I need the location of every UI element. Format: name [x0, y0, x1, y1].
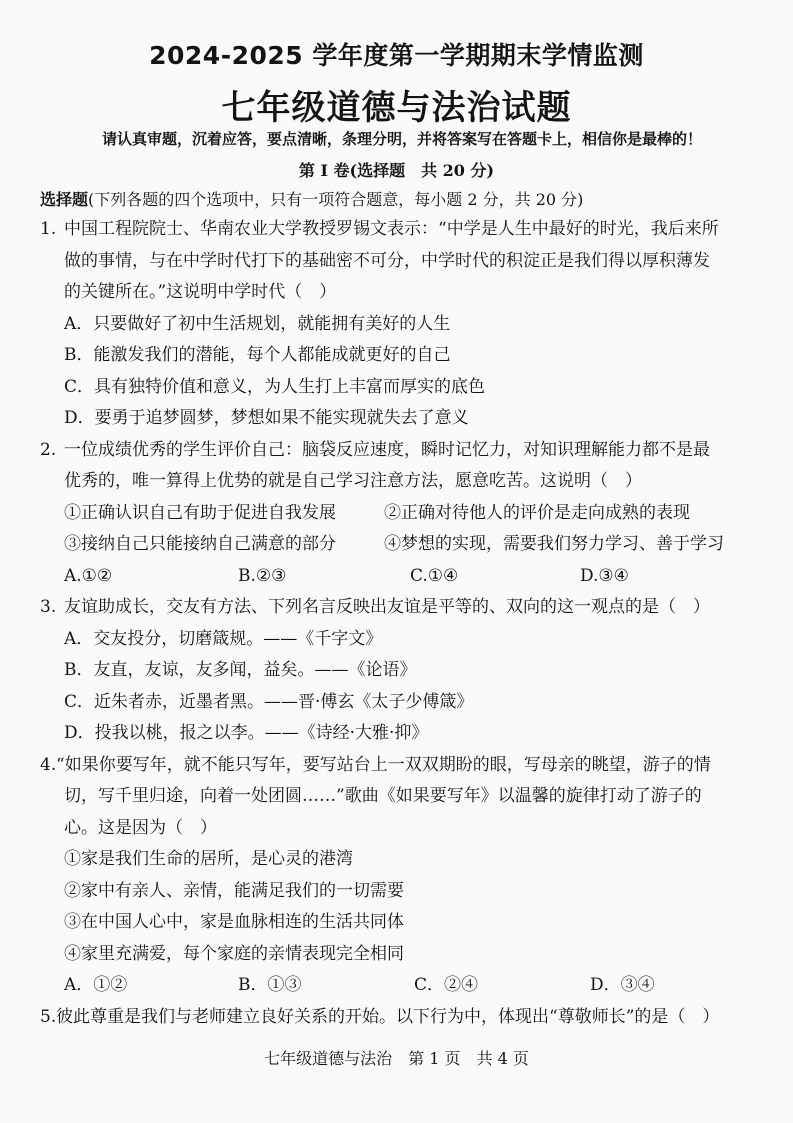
question-1: [0, 214, 793, 435]
statement-3: ③在中国人心中，家是血脉相连的生活共同体: [64, 912, 404, 932]
question-number: 2.: [40, 439, 57, 460]
question-4: [0, 750, 793, 1002]
option-a: A．只要做好了初中生活规划，就能拥有美好的人生: [64, 313, 451, 334]
option-a: A．交友投分，切磨箴规。——《千字文》: [64, 628, 383, 649]
statement-2: ②正确对待他人的评价是走向成熟的表现: [384, 502, 690, 523]
question-number: 5.: [40, 1006, 57, 1027]
statement-1: ①家是我们生命的居所，是心灵的港湾: [64, 849, 353, 869]
option-d: D.③④: [580, 565, 629, 586]
statement-1: ①正确认识自己有助于促进自我发展: [64, 502, 336, 523]
question-stem-line: “如果你要写年，就不能只写年，要写站台上一双双期盼的眼，写母亲的眺望，游子的情: [56, 754, 711, 775]
question-3: [0, 592, 793, 750]
page-footer: 七年级道德与法治 第 1 页 共 4 页: [264, 1049, 529, 1068]
option-a: A．①②: [64, 975, 128, 995]
question-stem-line: 的关键所在。”这说明中学时代（ ）: [64, 282, 337, 302]
question-number: 1.: [40, 219, 57, 239]
exam-title-year: 2024-2025 学年度第一学期期末学情监测: [149, 41, 644, 70]
intro-rest: (下列各题的四个选项中，只有一项符合题意，每小题 2 分，共 20 分): [88, 190, 584, 209]
exam-title-subject: 七年级道德与法治试题: [221, 88, 572, 128]
question-stem-line: 中国工程院院士、华南农业大学教授罗锡文表示：“中学是人生中最好的时光，我后来所: [64, 219, 719, 239]
statement-3: ③接纳自己只能接纳自己满意的部分: [64, 534, 336, 554]
option-a: A.①②: [64, 565, 113, 586]
question-stem-line: 一位成绩优秀的学生评价自己：脑袋反应速度，瞬时记忆力，对知识理解能力都不是最: [64, 439, 710, 460]
option-b: B．能激发我们的潜能，每个人都能成就更好的自己: [64, 345, 451, 365]
option-c: C.①④: [410, 565, 459, 586]
statement-4: ④梦想的实现，需要我们努力学习、善于学习: [384, 534, 724, 554]
statement-2: ②家中有亲人、亲情，能满足我们的一切需要: [64, 880, 404, 901]
question-number: 4.: [40, 754, 57, 775]
question-2: [0, 435, 793, 593]
question-stem-line: 心。这是因为（ ）: [64, 817, 217, 838]
option-c: C．具有独特价值和意义，为人生打上丰富而厚实的底色: [64, 376, 486, 397]
question-number: 3.: [40, 597, 57, 617]
question-stem-line: 彼此尊重是我们与老师建立良好关系的开始。以下行为中，体现出“尊敬师长”的是（ ）: [56, 1006, 720, 1027]
question-stem-line: 做的事情，与在中学时代打下的基础密不可分，中学时代的积淀正是我们得以厚积薄发: [64, 250, 710, 271]
option-b: B．友直，友谅，友多闻，益矣。——《论语》: [64, 660, 417, 680]
exam-instructions: 请认真审题，沉着应答，要点清晰，条理分明，并将答案写在答题卡上，相信你是最棒的！: [101, 130, 702, 148]
option-c: C．近朱者赤，近墨者黑。——晋·傅玄《太子少傅箴》: [64, 691, 474, 712]
option-b: B.②③: [238, 565, 287, 586]
option-d: D．要勇于追梦圆梦，梦想如果不能实现就失去了意义: [64, 408, 469, 428]
intro-bold: 选择题: [40, 190, 89, 209]
questions-list: [0, 214, 793, 1033]
question-stem-line: 友谊助成长，交友有方法、下列名言反映出友谊是平等的、双向的这一观点的是（ ）: [64, 597, 710, 617]
section-title: 第 I 卷(选择题 共 20 分): [298, 161, 495, 180]
question-stem-line: 优秀的，唯一算得上优势的就是自己学习注意方法，愿意吃苦。这说明（ ）: [64, 471, 642, 491]
option-b: B．①③: [238, 975, 302, 995]
statement-4: ④家里充满爱，每个家庭的亲情表现完全相同: [64, 943, 404, 964]
section-intro: [40, 187, 583, 210]
question-5: [0, 1002, 793, 1034]
question-stem-line: 切，写千里归途，向着一处团圆……”歌曲《如果要写年》以温馨的旋律打动了游子的: [64, 786, 702, 806]
option-d: D．投我以桃，报之以李。——《诗经·大雅·抑》: [64, 723, 429, 743]
option-c: C．②④: [414, 975, 479, 995]
option-d: D．③④: [590, 975, 655, 995]
